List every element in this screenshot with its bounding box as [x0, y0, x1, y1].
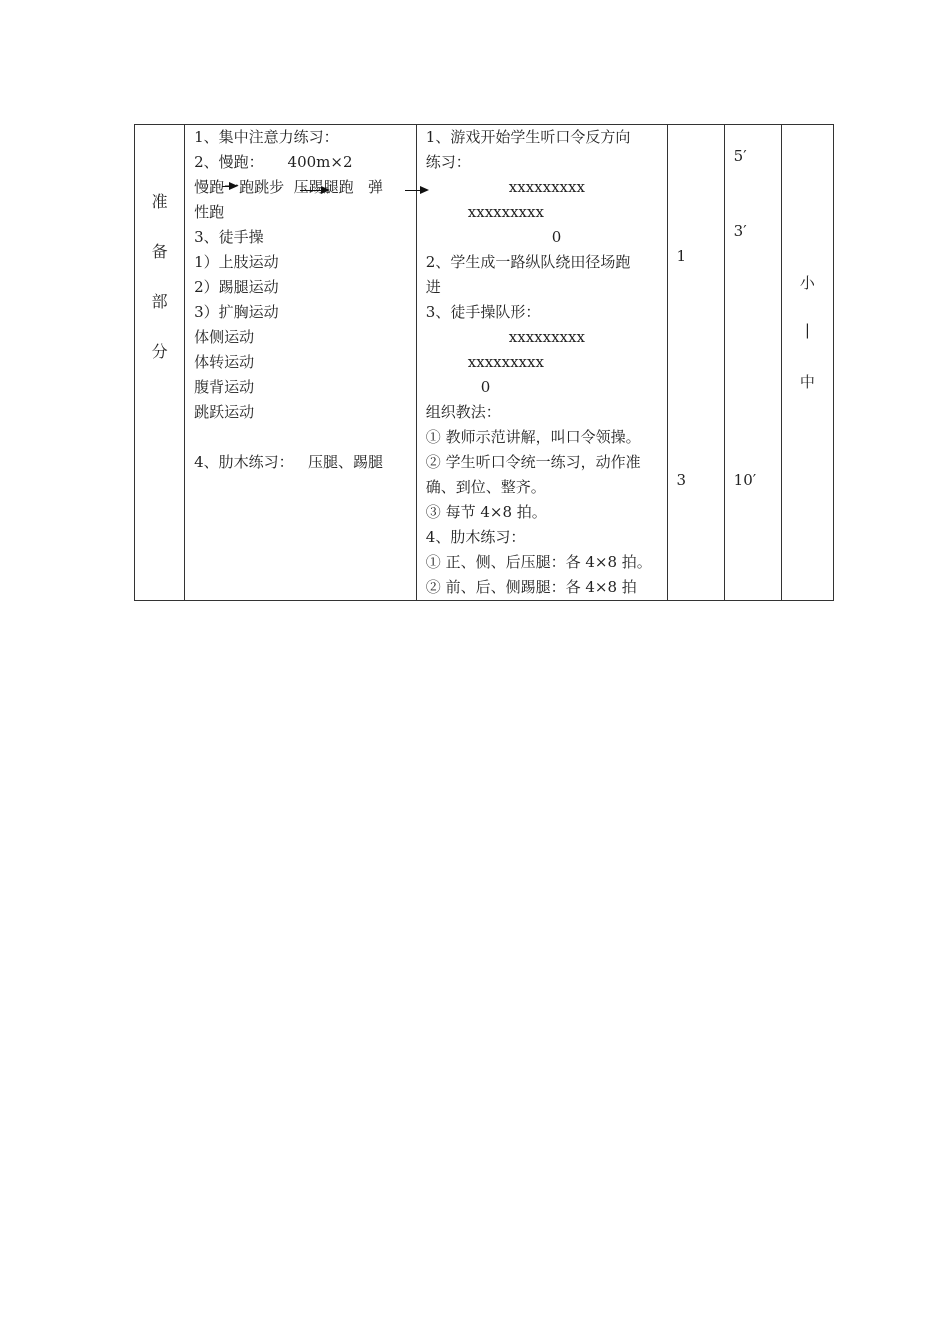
org-line: 3、徒手操队形：	[425, 303, 541, 321]
organization-cell	[416, 125, 667, 601]
content-line: 3）扩胸运动	[194, 303, 279, 321]
org-line: ① 正、侧、后压腿：各 4×8 拍。	[425, 553, 652, 571]
content-line: 4、肋木练习： 压腿、踢腿	[194, 453, 383, 471]
formation-row: xxxxxxxxx	[467, 203, 544, 221]
formation-leader: 0	[480, 378, 491, 396]
intensity-char: 小	[799, 274, 815, 292]
org-line: 4、肋木练习：	[425, 528, 526, 546]
section-char: 分	[151, 342, 168, 361]
duration-value: 5′	[733, 147, 747, 165]
content-line	[194, 425, 410, 450]
content-line: 2、慢跑： 400m×2	[194, 153, 353, 171]
content-line: 1、集中注意力练习：	[194, 128, 339, 146]
preparation-row	[135, 125, 834, 601]
duration-cell	[724, 125, 781, 601]
times-value: 3	[676, 471, 687, 489]
section-char: 准	[151, 192, 168, 211]
org-line: ② 学生听口令统一练习，动作准	[425, 453, 641, 471]
formation-row: xxxxxxxxx	[467, 353, 544, 371]
duration-value: 10′	[733, 471, 757, 489]
section-cell	[135, 125, 185, 601]
content-line: 3、徒手操	[194, 228, 264, 246]
formation-leader: 0	[551, 228, 562, 246]
content-line: 跳跃运动	[194, 403, 255, 421]
org-line: ② 前、后、侧踢腿：各 4×8 拍	[425, 578, 637, 596]
org-line: 确、到位、整齐。	[425, 478, 546, 496]
times-cell	[667, 125, 724, 601]
content-line: 2）踢腿运动	[194, 278, 279, 296]
lesson-plan-table	[134, 124, 834, 601]
content-line: 性跑	[194, 203, 225, 221]
formation-row: xxxxxxxxx	[508, 178, 585, 196]
times-value: 1	[676, 247, 687, 265]
org-line: 进	[425, 278, 441, 296]
content-line: 腹背运动	[194, 378, 255, 396]
content-line: 1）上肢运动	[194, 253, 279, 271]
section-char: 备	[151, 242, 168, 261]
intensity-char: 中	[799, 373, 815, 391]
intensity-divider: |	[804, 321, 810, 339]
formation-row: xxxxxxxxx	[508, 328, 585, 346]
content-line: 体转运动	[194, 353, 255, 371]
section-char: 部	[151, 292, 168, 311]
org-line: ① 教师示范讲解，叫口令领操。	[425, 428, 641, 446]
org-line: 2、学生成一路纵队绕田径场跑	[425, 253, 631, 271]
org-line: ③ 每节 4×8 拍。	[425, 503, 547, 521]
duration-value: 3′	[733, 222, 747, 240]
org-line: 练习：	[425, 153, 471, 171]
intensity-cell	[781, 125, 833, 601]
content-cell	[185, 125, 417, 601]
content-line: 慢跑一跑跳步 压踢腿跑 弹	[194, 178, 383, 196]
content-line: 体侧运动	[194, 328, 255, 346]
org-line: 组织教法：	[425, 403, 501, 421]
arrow-icon	[222, 186, 236, 187]
org-line: 1、游戏开始学生听口令反方向	[425, 128, 631, 146]
arrow-icon	[300, 190, 328, 191]
